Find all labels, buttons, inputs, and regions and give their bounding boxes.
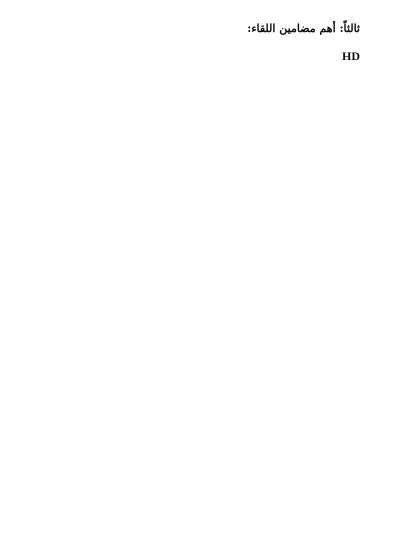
paragraph-1	[40, 49, 360, 65]
hd-label: HD	[342, 49, 360, 63]
section-heading: ثالثاً: أهم مضامين اللقاء:	[247, 22, 360, 35]
